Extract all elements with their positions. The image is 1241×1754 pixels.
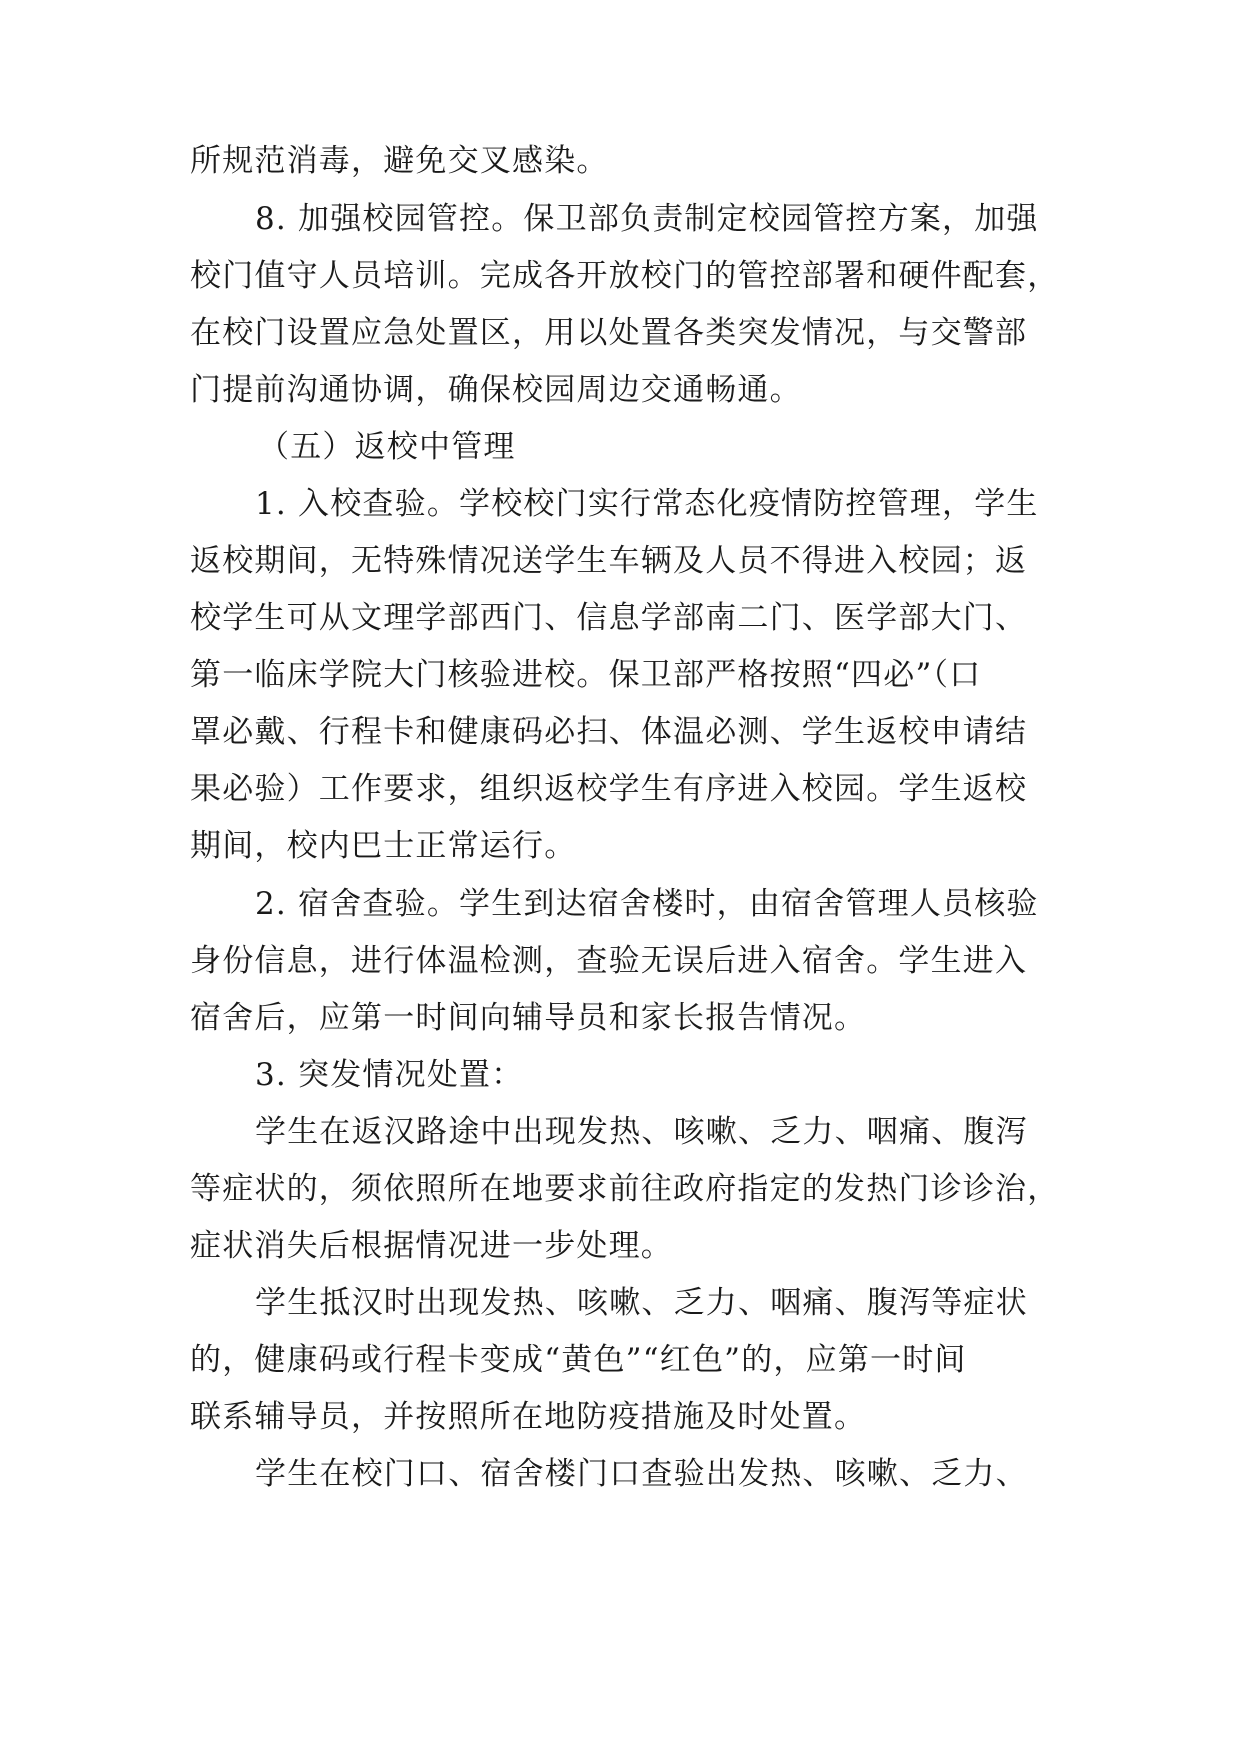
text-line-3: 校门值守人员培训。完成各开放校门的管控部署和硬件配套， (190, 258, 1060, 294)
text-line-18: 学生在返汉路途中出现发热、咳嗽、乏力、咽痛、腹泻 (255, 1114, 1028, 1150)
text-line-20: 症状消失后根据情况进一步处理。 (190, 1228, 673, 1264)
text-line-9: 校学生可从文理学部西门、信息学部南二门、医学部大门、 (190, 600, 1028, 636)
text-line-10: 第一临床学院大门核验进校。保卫部严格按照“四必”（口 (190, 657, 982, 693)
text-line-7: 1. 入校查验。学校校门实行常态化疫情防控管理，学生 (255, 486, 1039, 522)
text-line-17: 3. 突发情况处置： (255, 1057, 524, 1093)
text-line-12: 果必验）工作要求，组织返校学生有序进入校园。学生返校 (190, 771, 1028, 807)
text-line-8: 返校期间，无特殊情况送学生车辆及人员不得进入校园；返 (190, 543, 1028, 579)
text-line-2: 8. 加强校园管控。保卫部负责制定校园管控方案，加强 (255, 201, 1039, 237)
text-line-22: 的，健康码或行程卡变成“黄色”“红色”的，应第一时间 (190, 1342, 967, 1378)
text-line-24: 学生在校门口、宿舍楼门口查验出发热、咳嗽、乏力、 (255, 1456, 1028, 1492)
text-line-15: 身份信息，进行体温检测，查验无误后进入宿舍。学生进入 (190, 943, 1028, 979)
text-line-5: 门提前沟通协调，确保校园周边交通畅通。 (190, 372, 802, 408)
text-line-14: 2. 宿舍查验。学生到达宿舍楼时，由宿舍管理人员核验 (255, 886, 1039, 922)
section-heading: （五）返校中管理 (258, 429, 516, 465)
text-line-1: 所规范消毒，避免交叉感染。 (190, 143, 609, 179)
text-line-11: 罩必戴、行程卡和健康码必扫、体温必测、学生返校申请结 (190, 714, 1028, 750)
text-line-23: 联系辅导员，并按照所在地防疫措施及时处置。 (190, 1399, 867, 1435)
text-line-4: 在校门设置应急处置区，用以处置各类突发情况，与交警部 (190, 315, 1028, 351)
text-line-19: 等症状的，须依照所在地要求前往政府指定的发热门诊诊治， (190, 1171, 1060, 1207)
text-line-16: 宿舍后，应第一时间向辅导员和家长报告情况。 (190, 1000, 867, 1036)
text-line-21: 学生抵汉时出现发热、咳嗽、乏力、咽痛、腹泻等症状 (255, 1285, 1028, 1321)
text-line-13: 期间，校内巴士正常运行。 (190, 828, 577, 864)
